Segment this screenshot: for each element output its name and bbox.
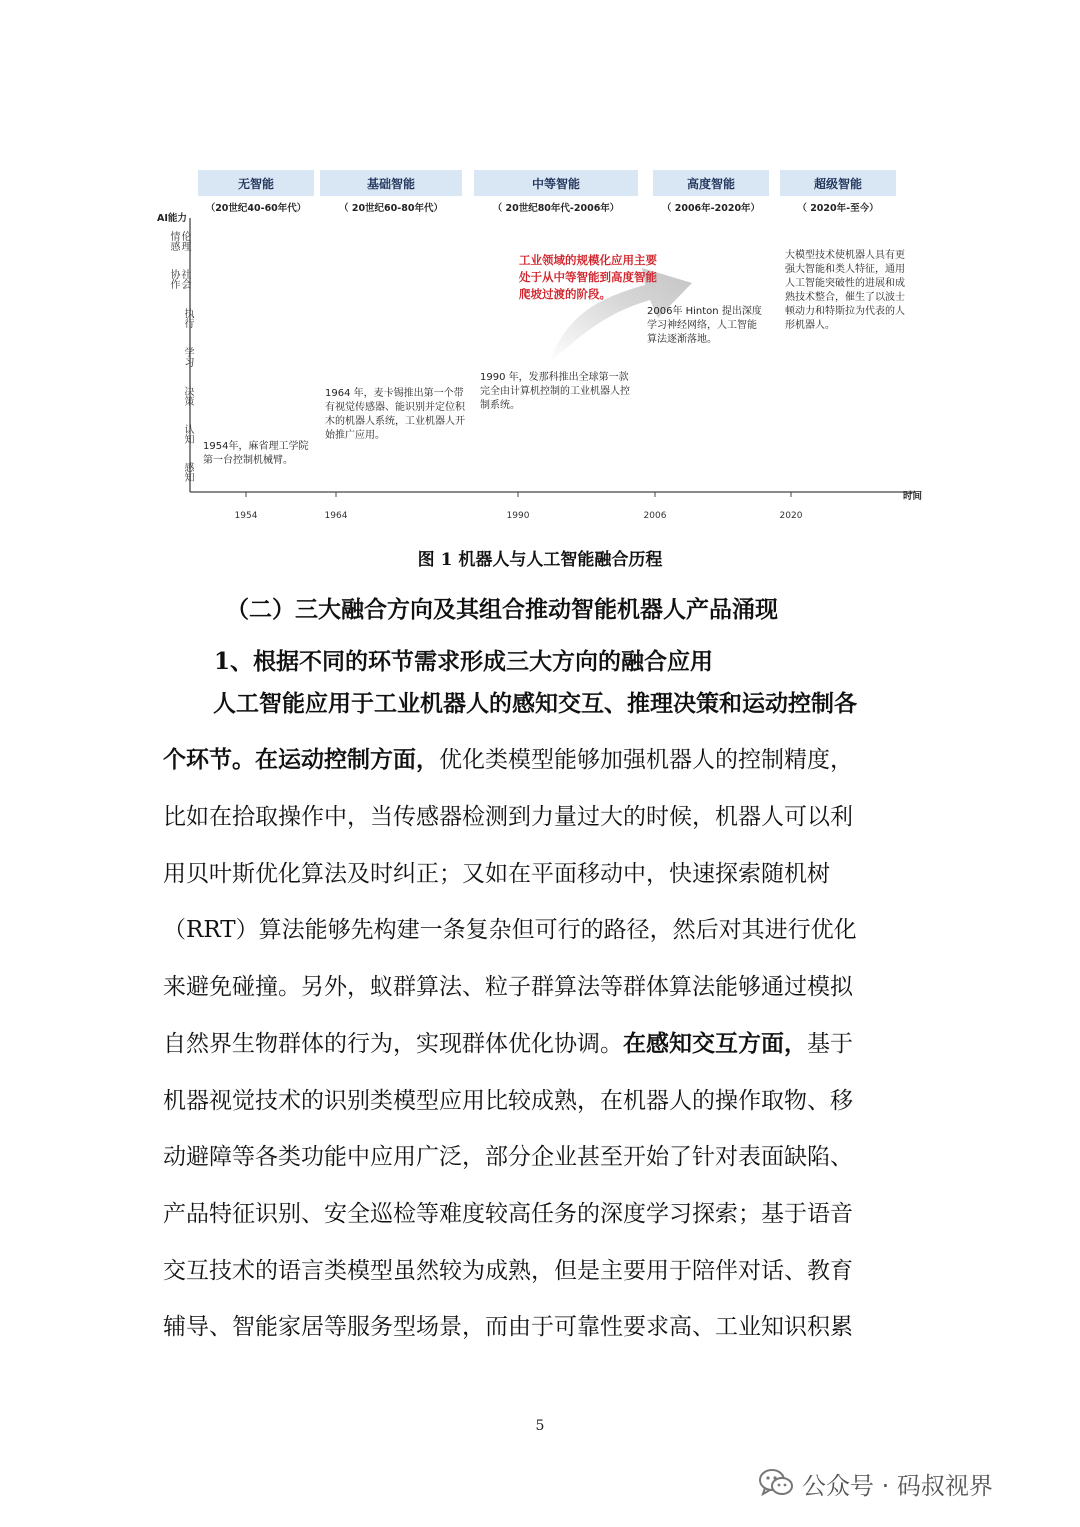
era-label: 无智能 xyxy=(198,170,314,196)
subsection-heading: 1、根据不同的环节需求形成三大方向的融合应用 xyxy=(214,648,714,675)
milestone-note-1964: 1964 年，麦卡锡推出第一个带有视觉传感器、能识别并定位积木的机器人系统，工业机器人开始推广应用。 xyxy=(325,388,465,441)
y-axis-title: AI能力 xyxy=(157,213,187,224)
line-segment: 在感知交互方面， xyxy=(623,1030,807,1057)
milestone-note-1990: 1990 年，发那科推出全球第一款完全由计算机控制的工业机器人控制系统。 xyxy=(480,372,630,411)
era-period: （ 2006年-2020年） xyxy=(661,203,761,214)
x-tick-label: 2020 xyxy=(779,511,803,521)
era-period: （ 20世纪80年代-2006年） xyxy=(492,203,620,214)
paragraph-line xyxy=(163,912,923,948)
page-number: 5 xyxy=(535,1418,545,1434)
x-tick-label: 1954 xyxy=(234,511,258,521)
paragraph-line xyxy=(163,969,923,1005)
paragraph-line xyxy=(163,799,923,835)
x-tick-label: 1964 xyxy=(324,511,348,521)
line-segment: 辅导、智能家居等服务型场景，而由于可靠性要求高、工业知识积累 xyxy=(163,1314,853,1340)
line-segment: 动避障等各类功能中应用广泛，部分企业甚至开始了针对表面缺陷、 xyxy=(163,1144,853,1170)
paragraph-line xyxy=(163,1026,923,1062)
paragraph-line xyxy=(163,742,923,778)
y-level-label: 决策 xyxy=(182,386,193,406)
line-segment: 产品特征识别、安全巡检等难度较高任务的深度学习探索；基于语音 xyxy=(163,1201,853,1227)
line-segment: 优化类模型能够加强机器人的控制精度， xyxy=(439,747,853,773)
line-segment: 来避免碰撞。另外，蚁群算法、粒子群算法等群体算法能够通过模拟 xyxy=(163,974,853,1000)
x-tick-label: 1990 xyxy=(506,511,530,521)
line-segment: （RRT）算法能够先构建一条复杂但可行的路径，然后对其进行优化 xyxy=(163,917,857,943)
era-label: 超级智能 xyxy=(780,170,896,196)
era-period: （ 20世纪60-80年代） xyxy=(339,203,443,214)
x-tick-label: 2006 xyxy=(643,511,667,521)
paragraph-line xyxy=(163,1196,923,1232)
paragraph-line xyxy=(163,1139,923,1175)
line-segment: 自然界生物群体的行为，实现群体优化协调。 xyxy=(163,1031,623,1057)
wechat-icon xyxy=(758,1468,794,1498)
era-period: （ 2020年-至今） xyxy=(797,203,879,214)
era-label: 基础智能 xyxy=(320,170,462,196)
paragraph-line xyxy=(163,1253,923,1289)
paragraph-line xyxy=(163,1309,923,1345)
y-level-label: 学习 xyxy=(182,347,193,367)
x-axis-title: 时间 xyxy=(903,491,923,502)
paragraph-line xyxy=(163,856,923,892)
y-level-label: 伦理情感 xyxy=(168,231,190,251)
y-level-label: 执行 xyxy=(182,308,193,328)
y-level-label: 感知 xyxy=(182,462,193,482)
paragraph-line xyxy=(213,686,917,722)
milestone-note-1954: 1954年，麻省理工学院第一台控制机械臂。 xyxy=(203,441,309,466)
era-period: （20世纪40-60年代） xyxy=(205,203,307,214)
milestone-note-2020: 大模型技术使机器人具有更强大智能和类人特征，通用人工智能突破性的进展和成熟技术整合，催生了以波士顿动力和特斯拉为代表的人形机器人。 xyxy=(785,250,905,331)
line-segment: 比如在拾取操作中，当传感器检测到力量过大的时候，机器人可以利 xyxy=(163,804,853,830)
watermark-text: 公众号 · 码叔视界 xyxy=(802,1471,993,1500)
y-level-label: 认知 xyxy=(182,424,193,444)
line-segment: 人工智能应用于工业机器人的感知交互、推理决策和运动控制各 xyxy=(213,690,857,717)
line-segment: 机器视觉技术的识别类模型应用比较成熟，在机器人的操作取物、移 xyxy=(163,1088,853,1114)
line-segment: 基于 xyxy=(807,1031,853,1057)
era-label: 高度智能 xyxy=(653,170,769,196)
section-heading: （二）三大融合方向及其组合推动智能机器人产品涌现 xyxy=(226,596,778,623)
paragraph-line xyxy=(163,1083,923,1119)
line-segment: 个环节。在运动控制方面， xyxy=(163,746,439,773)
era-label: 中等智能 xyxy=(474,170,638,196)
line-segment: 交互技术的语言类模型虽然较为成熟，但是主要用于陪伴对话、教育 xyxy=(163,1258,853,1284)
y-level-label: 社会协作 xyxy=(168,269,190,289)
arrow-annotation: 工业领域的规模化应用主要处于从中等智能到高度智能爬坡过渡的阶段。 xyxy=(519,253,657,301)
milestone-note-2006: 2006年 Hinton 提出深度学习神经网络，人工智能算法逐渐落地。 xyxy=(647,306,762,345)
figure-caption: 图 1 机器人与人工智能融合历程 xyxy=(417,550,663,570)
wechat-watermark xyxy=(758,1463,993,1503)
line-segment: 用贝叶斯优化算法及时纠正；又如在平面移动中，快速探索随机树 xyxy=(163,861,830,887)
